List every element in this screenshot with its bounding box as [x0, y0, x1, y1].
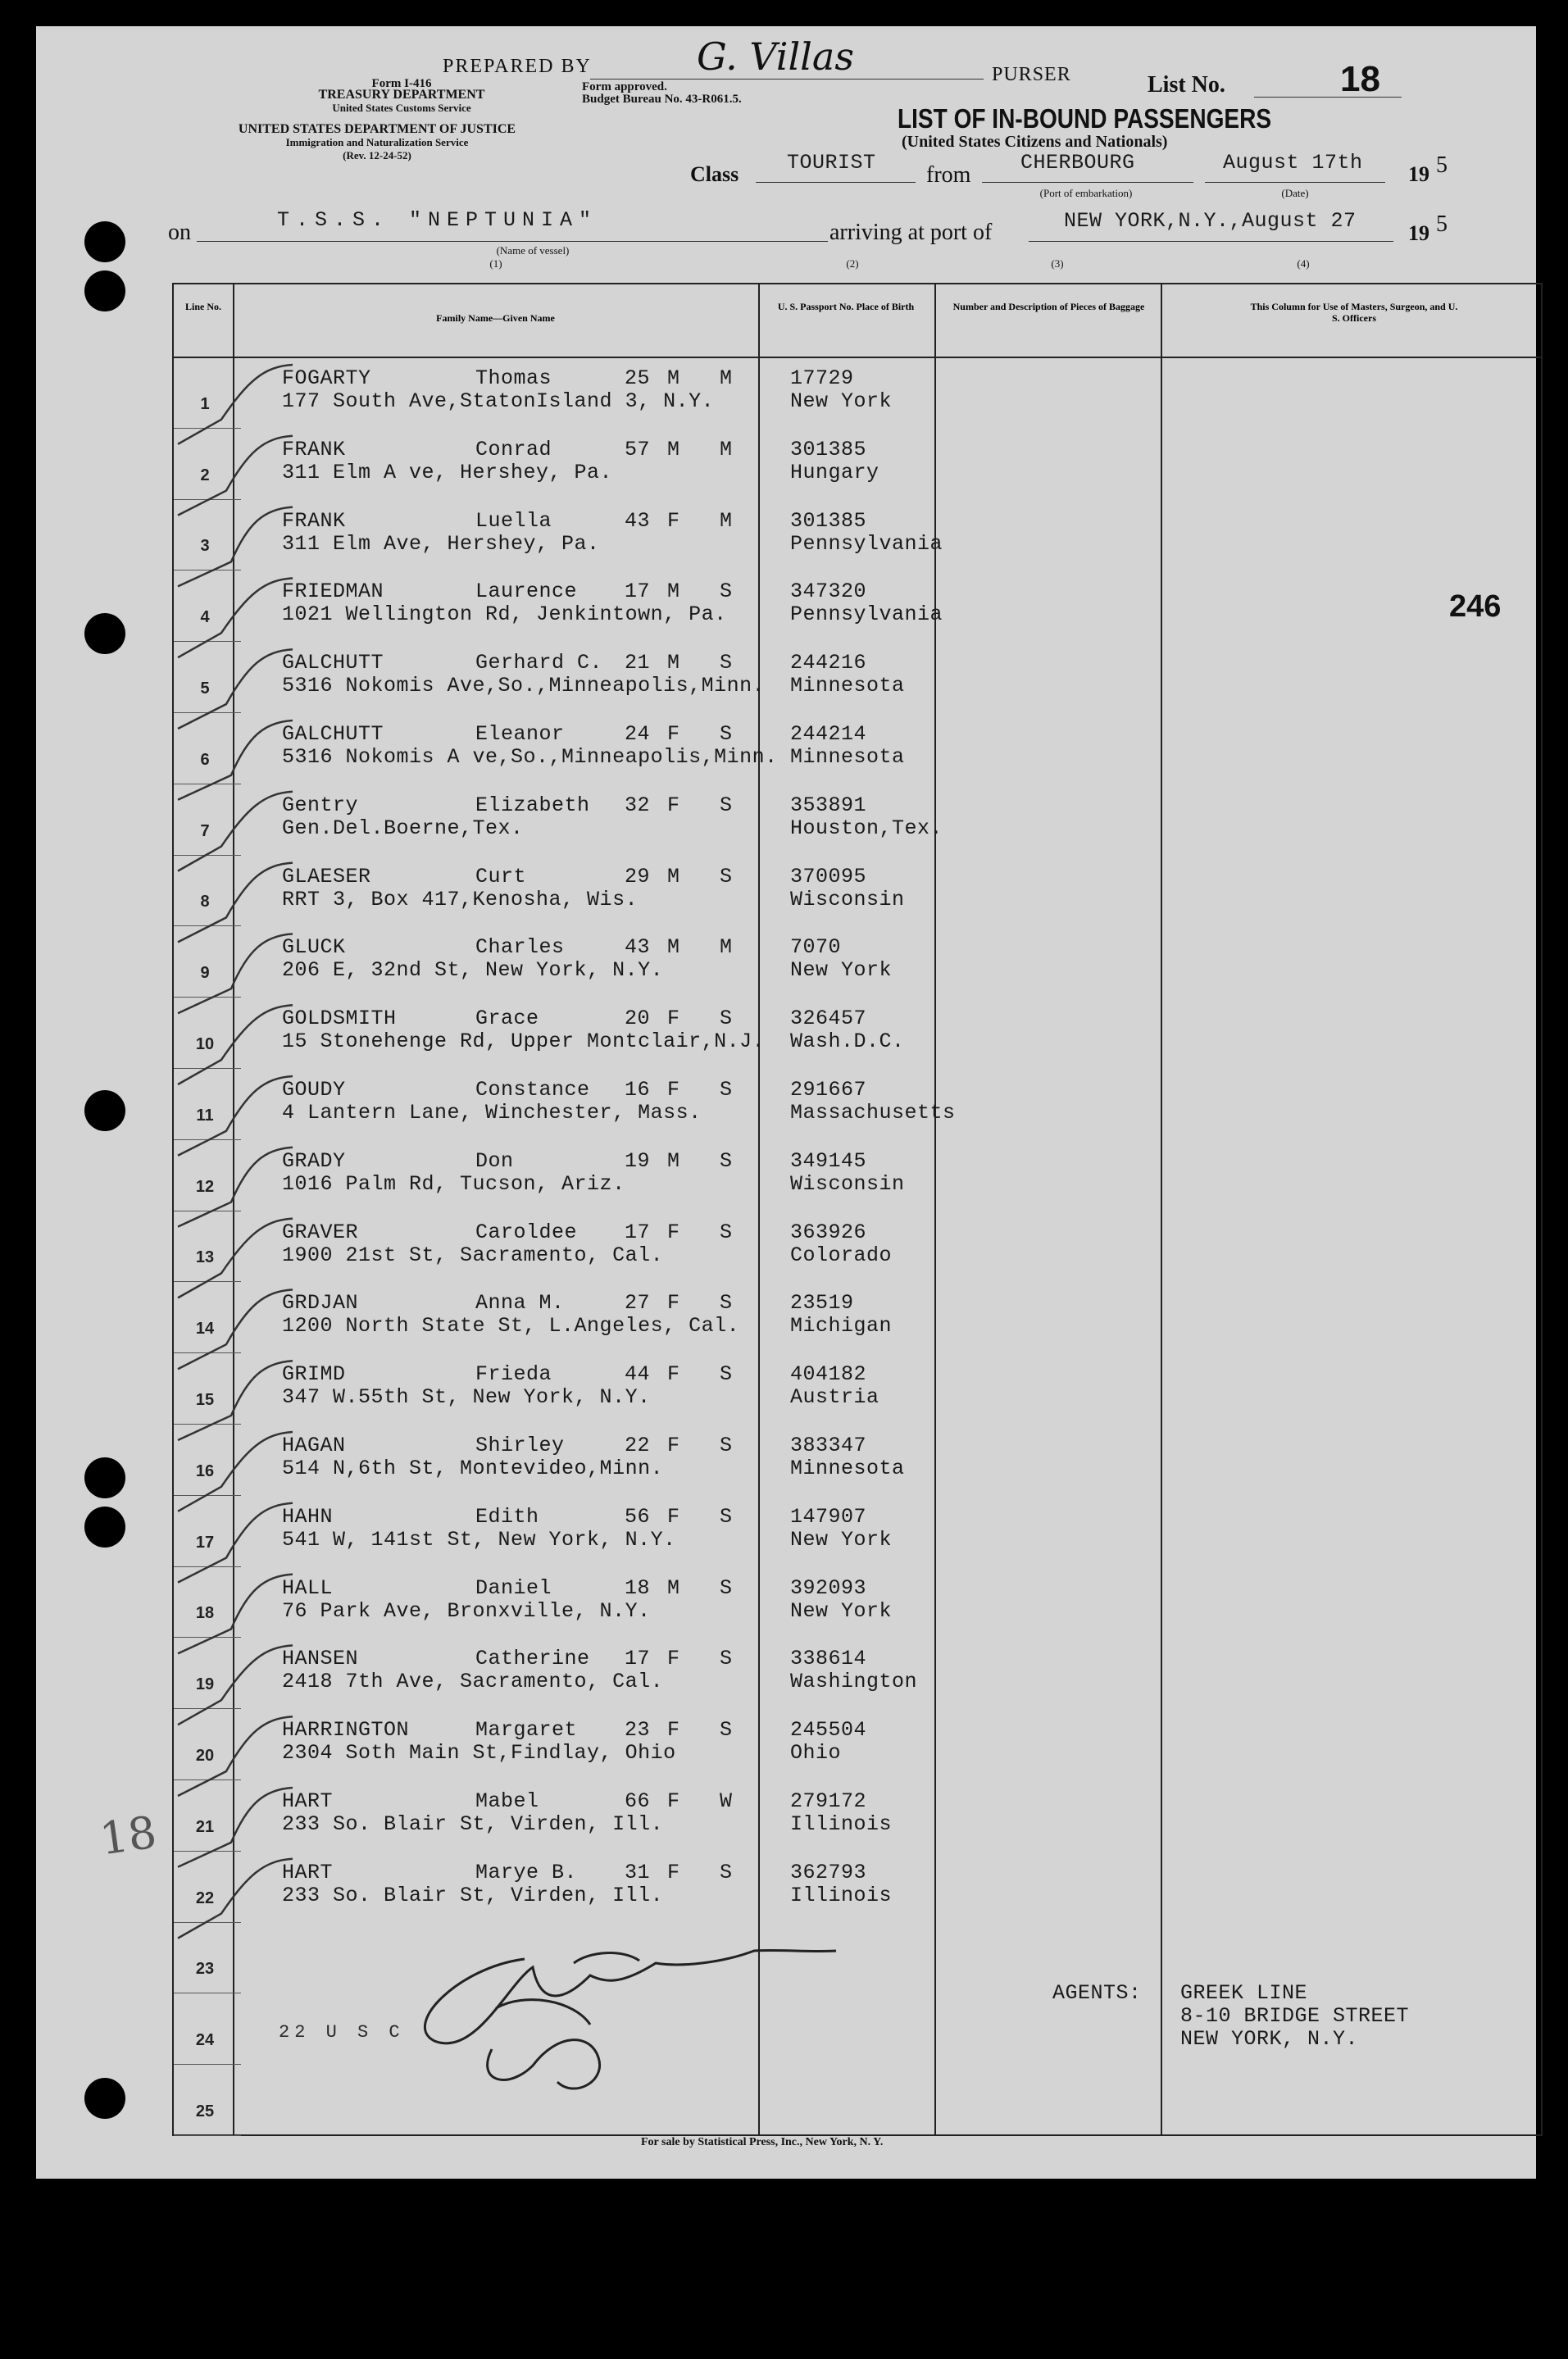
treasury-department: TREASURY DEPARTMENT	[318, 88, 485, 102]
family-name: GRIMD	[282, 1362, 346, 1387]
given-name: Mabel	[475, 1789, 539, 1813]
line-number: 1	[200, 394, 210, 413]
agents-label: AGENTS:	[1052, 1981, 1142, 2005]
line-number: 2	[200, 466, 210, 484]
passport-number: 347320	[790, 580, 867, 604]
line-number: 25	[195, 2102, 215, 2120]
from-port: CHERBOURG	[1020, 151, 1135, 175]
marital-status: S	[720, 1291, 733, 1316]
home-address: 1900 21st St, Sacramento, Cal.	[282, 1243, 664, 1267]
home-address: 2304 Soth Main St,Findlay, Ohio	[282, 1741, 676, 1766]
given-name: Charles	[475, 935, 565, 960]
date-line	[1205, 182, 1385, 183]
home-address: 514 N,6th St, Montevideo,Minn.	[282, 1457, 664, 1480]
sex: F	[667, 1220, 680, 1244]
home-address: 1016 Palm Rd, Tucson, Ariz.	[282, 1171, 625, 1196]
punch-hole	[84, 270, 125, 311]
family-name: GRADY	[282, 1148, 346, 1173]
justice-department: UNITED STATES DEPARTMENT OF JUSTICE	[238, 122, 516, 136]
passport-number: 383347	[790, 1434, 867, 1457]
on-label: on	[168, 220, 191, 245]
given-name: Edith	[475, 1504, 539, 1529]
family-name: GRDJAN	[282, 1291, 359, 1316]
age: 27	[625, 1291, 651, 1316]
sex: M	[667, 651, 680, 675]
passport-number: 7070	[790, 935, 842, 960]
passport-number: 353891	[790, 793, 867, 817]
arrival-year-suffix: 5	[1436, 211, 1448, 237]
marital-status: W	[720, 1789, 733, 1813]
home-address: 233 So. Blair St, Virden, Ill.	[282, 1812, 664, 1836]
age: 66	[625, 1789, 651, 1813]
place-of-birth: Colorado	[790, 1243, 893, 1267]
table-row	[174, 641, 1541, 712]
agents-line-3: NEW YORK, N.Y.	[1180, 2027, 1359, 2051]
given-name: Caroldee	[475, 1220, 578, 1244]
place-of-birth: Massachusetts	[790, 1101, 956, 1125]
punch-hole	[84, 1090, 125, 1131]
family-name: FRANK	[282, 508, 346, 533]
passport-number: 362793	[790, 1860, 867, 1884]
family-name: GLUCK	[282, 935, 346, 960]
home-address: 15 Stonehenge Rd, Upper Montclair,N.J.	[282, 1030, 766, 1054]
caption-4: (4)	[1297, 257, 1310, 270]
year-suffix: 5	[1436, 152, 1448, 178]
table-row	[174, 784, 1541, 855]
table-row	[174, 357, 1541, 428]
place-of-birth: New York	[790, 958, 893, 983]
line-number: 5	[200, 679, 210, 698]
line-number: 22	[195, 1889, 215, 1907]
place-of-birth: Hungary	[790, 460, 879, 484]
line-number: 10	[195, 1034, 215, 1053]
age: 17	[625, 580, 651, 604]
passport-number: 404182	[790, 1362, 867, 1387]
row-line-divider	[174, 2135, 241, 2136]
family-name: GOLDSMITH	[282, 1007, 397, 1031]
passport-number: 291667	[790, 1078, 867, 1102]
passport-number: 338614	[790, 1647, 867, 1671]
marital-status: M	[720, 508, 733, 533]
home-address: RRT 3, Box 417,Kenosha, Wis.	[282, 887, 639, 911]
family-name: Gentry	[282, 793, 359, 817]
given-name: Grace	[475, 1007, 539, 1031]
home-address: 4 Lantern Lane, Winchester, Mass.	[282, 1101, 702, 1125]
sex: F	[667, 1007, 680, 1031]
line-number: 12	[195, 1177, 215, 1196]
marital-status: S	[720, 864, 733, 889]
given-name: Don	[475, 1148, 514, 1173]
marital-status: S	[720, 651, 733, 675]
sex: F	[667, 722, 680, 746]
family-name: GALCHUTT	[282, 722, 384, 746]
revision-date: (Rev. 12-24-52)	[343, 149, 411, 161]
home-address: 347 W.55th St, New York, N.Y.	[282, 1385, 651, 1410]
passport-number: 279172	[790, 1789, 867, 1813]
table-row	[174, 1424, 1541, 1495]
given-name: Curt	[475, 864, 527, 889]
age: 24	[625, 722, 651, 746]
passport-number: 17729	[790, 366, 854, 390]
passport-number: 244214	[790, 722, 867, 746]
arrival-port: NEW YORK,N.Y.,August 27	[1064, 209, 1357, 233]
home-address: 5316 Nokomis Ave,So.,Minneapolis,Minn.	[282, 674, 766, 698]
home-address: 311 Elm Ave, Hershey, Pa.	[282, 531, 600, 556]
punch-hole	[84, 1457, 125, 1498]
agents-line-2: 8-10 BRIDGE STREET	[1180, 2004, 1410, 2028]
home-address: 2418 7th Ave, Sacramento, Cal.	[282, 1670, 664, 1694]
family-name: HART	[282, 1789, 334, 1813]
departure-date: August 17th	[1223, 151, 1363, 175]
sex: F	[667, 793, 680, 817]
family-name: FRIEDMAN	[282, 580, 384, 604]
from-label: from	[926, 162, 971, 188]
sex: M	[667, 935, 680, 960]
year-prefix: 19	[1408, 162, 1429, 186]
line-number: 21	[195, 1817, 215, 1836]
list-no-label: List No.	[1148, 72, 1225, 98]
place-of-birth: New York	[790, 1598, 893, 1623]
marital-status: S	[720, 1434, 733, 1457]
vessel-name: T.S.S. "NEPTUNIA"	[277, 208, 598, 232]
table-row	[174, 1281, 1541, 1352]
table-row	[174, 997, 1541, 1068]
line-number: 20	[195, 1746, 215, 1765]
marital-status: S	[720, 1575, 733, 1600]
age: 25	[625, 366, 651, 390]
marital-status: S	[720, 580, 733, 604]
given-name: Eleanor	[475, 722, 565, 746]
given-name: Shirley	[475, 1434, 565, 1457]
place-of-birth: Minnesota	[790, 674, 905, 698]
given-name: Thomas	[475, 366, 552, 390]
home-address: 5316 Nokomis A ve,So.,Minneapolis,Minn.	[282, 745, 778, 769]
given-name: Laurence	[475, 580, 578, 604]
caption-1: (1)	[489, 257, 502, 270]
table-row	[174, 1068, 1541, 1139]
family-name: HAGAN	[282, 1434, 346, 1457]
line-number: 16	[195, 1461, 215, 1480]
port-embark-caption: (Port of embarkation)	[1039, 187, 1133, 199]
place-of-birth: New York	[790, 1527, 893, 1552]
age: 29	[625, 864, 651, 889]
age: 17	[625, 1220, 651, 1244]
punch-hole	[84, 1507, 125, 1548]
marital-status: M	[720, 437, 733, 461]
agents-line-1: GREEK LINE	[1180, 1981, 1308, 2005]
arriving-label: arriving at port of	[829, 220, 993, 245]
sex: F	[667, 1078, 680, 1102]
passport-number: 392093	[790, 1575, 867, 1600]
age: 19	[625, 1148, 651, 1173]
age: 22	[625, 1434, 651, 1457]
arrival-line	[1029, 241, 1393, 242]
place-of-birth: Minnesota	[790, 745, 905, 769]
line-number: 23	[195, 1960, 215, 1979]
list-number: 18	[1340, 59, 1380, 99]
line-number: 7	[200, 821, 210, 840]
family-name: GRAVER	[282, 1220, 359, 1244]
family-name: HANSEN	[282, 1647, 359, 1671]
home-address: 76 Park Ave, Bronxville, N.Y.	[282, 1598, 651, 1623]
customs-service: United States Customs Service	[332, 102, 471, 114]
passport-number: 245504	[790, 1718, 867, 1743]
line-number: 18	[195, 1604, 215, 1623]
table-row	[174, 1495, 1541, 1566]
sex: F	[667, 1718, 680, 1743]
sex: F	[667, 508, 680, 533]
caption-2: (2)	[846, 257, 859, 270]
table-row	[174, 428, 1541, 499]
prepared-by-line	[590, 79, 984, 80]
punch-hole	[84, 613, 125, 654]
given-name: Gerhard C.	[475, 651, 603, 675]
sex: F	[667, 1789, 680, 1813]
prepared-by-signature: G. Villas	[697, 34, 854, 79]
footer-note: For sale by Statistical Press, Inc., New York, N. Y.	[641, 2136, 884, 2148]
class-line	[756, 182, 916, 183]
place-of-birth: New York	[790, 389, 893, 413]
given-name: Marye B.	[475, 1860, 578, 1884]
sex: F	[667, 1860, 680, 1884]
given-name: Frieda	[475, 1362, 552, 1387]
caption-3: (3)	[1051, 257, 1064, 270]
prepared-by-label: PREPARED BY	[443, 56, 592, 77]
family-name: HALL	[282, 1575, 334, 1600]
table-row	[174, 855, 1541, 926]
age: 43	[625, 935, 651, 960]
col-header-name: Family Name—Given Name	[436, 312, 555, 324]
line-number: 13	[195, 1248, 215, 1267]
place-of-birth: Pennsylvania	[790, 531, 943, 556]
line-number: 4	[200, 608, 210, 627]
usc-note: 22 U S C	[279, 2022, 405, 2043]
age: 44	[625, 1362, 651, 1387]
line-number: 14	[195, 1320, 215, 1339]
sex: F	[667, 1362, 680, 1387]
sex: M	[667, 864, 680, 889]
line-number: 19	[195, 1675, 215, 1694]
budget-bureau: Budget Bureau No. 43-R061.5.	[582, 93, 742, 106]
vessel-caption: (Name of vessel)	[496, 244, 570, 257]
table-row	[174, 1352, 1541, 1424]
table-row	[174, 1708, 1541, 1779]
class-label: Class	[690, 162, 739, 186]
date-caption: (Date)	[1281, 187, 1309, 199]
given-name: Catherine	[475, 1647, 590, 1671]
line-number: 15	[195, 1390, 215, 1409]
home-address: 177 South Ave,StatonIsland 3, N.Y.	[282, 389, 715, 413]
passport-number: 349145	[790, 1148, 867, 1173]
marital-status: M	[720, 935, 733, 960]
passport-number: 370095	[790, 864, 867, 889]
age: 20	[625, 1007, 651, 1031]
passport-number: 147907	[790, 1504, 867, 1529]
marital-status: S	[720, 1078, 733, 1102]
punch-hole	[84, 221, 125, 262]
given-name: Margaret	[475, 1718, 578, 1743]
line-number: 11	[196, 1106, 214, 1125]
line-number: 8	[200, 893, 210, 911]
marital-status: S	[720, 793, 733, 817]
place-of-birth: Michigan	[790, 1314, 893, 1339]
margin-note: 18	[96, 1806, 160, 1866]
sex: M	[667, 1575, 680, 1600]
form-number: Form I-416	[371, 77, 432, 90]
family-name: FOGARTY	[282, 366, 371, 390]
given-name: Constance	[475, 1078, 590, 1102]
line-number: 6	[200, 750, 210, 769]
punch-hole	[84, 2078, 125, 2119]
marital-status: S	[720, 1647, 733, 1671]
family-name: GALCHUTT	[282, 651, 384, 675]
marital-status: S	[720, 1220, 733, 1244]
place-of-birth: Houston,Tex.	[790, 816, 943, 840]
age: 17	[625, 1647, 651, 1671]
marital-status: S	[720, 1362, 733, 1387]
marital-status: S	[720, 1504, 733, 1529]
family-name: GLAESER	[282, 864, 371, 889]
arrival-year-prefix: 19	[1408, 221, 1429, 245]
age: 43	[625, 508, 651, 533]
sex: F	[667, 1647, 680, 1671]
marital-status: S	[720, 1148, 733, 1173]
marital-status: M	[720, 366, 733, 390]
sex: M	[667, 1148, 680, 1173]
home-address: 1021 Wellington Rd, Jenkintown, Pa.	[282, 602, 727, 627]
given-name: Elizabeth	[475, 793, 590, 817]
table-row	[174, 1851, 1541, 1922]
sex: F	[667, 1504, 680, 1529]
place-of-birth: Pennsylvania	[790, 602, 943, 627]
table-row	[174, 2064, 1541, 2135]
home-address: 1200 North State St, L.Angeles, Cal.	[282, 1314, 740, 1339]
col-header-baggage: Number and Description of Pieces of Baggage	[952, 301, 1145, 312]
line-number: 24	[195, 2031, 215, 2050]
table-row	[174, 925, 1541, 997]
age: 56	[625, 1504, 651, 1529]
place-of-birth: Minnesota	[790, 1457, 905, 1480]
line-number: 3	[200, 537, 210, 556]
place-of-birth: Ohio	[790, 1741, 842, 1766]
from-line	[982, 182, 1193, 183]
place-of-birth: Illinois	[790, 1883, 893, 1907]
table-row	[174, 1637, 1541, 1708]
given-name: Anna M.	[475, 1291, 565, 1316]
family-name: HARRINGTON	[282, 1718, 410, 1743]
passport-number: 244216	[790, 651, 867, 675]
home-address: 541 W, 141st St, New York, N.Y.	[282, 1527, 676, 1552]
family-name: HART	[282, 1860, 334, 1884]
table-row	[174, 570, 1541, 641]
page-title: LIST OF IN-BOUND PASSENGERS	[898, 103, 1272, 134]
given-name: Conrad	[475, 437, 552, 461]
passport-number: 301385	[790, 508, 867, 533]
marital-status: S	[720, 1718, 733, 1743]
table-row	[174, 1566, 1541, 1638]
given-name: Luella	[475, 508, 552, 533]
age: 32	[625, 793, 651, 817]
age: 31	[625, 1860, 651, 1884]
place-of-birth: Wisconsin	[790, 1171, 905, 1196]
line-number: 9	[200, 964, 210, 983]
age: 57	[625, 437, 651, 461]
home-address: Gen.Del.Boerne,Tex.	[282, 816, 524, 840]
passport-number: 301385	[790, 437, 867, 461]
place-of-birth: Washington	[790, 1670, 918, 1694]
marital-status: S	[720, 1007, 733, 1031]
age: 16	[625, 1078, 651, 1102]
table-row	[174, 1139, 1541, 1211]
passport-number: 326457	[790, 1007, 867, 1031]
age: 23	[625, 1718, 651, 1743]
sex: M	[667, 580, 680, 604]
table-row	[174, 712, 1541, 784]
sex: F	[667, 1434, 680, 1457]
passenger-table	[172, 283, 1543, 2136]
place-of-birth: Wisconsin	[790, 887, 905, 911]
col-header-officers: This Column for Use of Masters, Surgeon, and U. S. Officers	[1250, 301, 1458, 324]
sex: M	[667, 366, 680, 390]
line-number: 17	[195, 1533, 215, 1552]
family-name: HAHN	[282, 1504, 334, 1529]
home-address: 311 Elm A ve, Hershey, Pa.	[282, 460, 613, 484]
given-name: Daniel	[475, 1575, 552, 1600]
table-row	[174, 1779, 1541, 1851]
marital-status: S	[720, 1860, 733, 1884]
age: 21	[625, 651, 651, 675]
purser-label: PURSER	[992, 64, 1071, 85]
place-of-birth: Austria	[790, 1385, 879, 1410]
sex: F	[667, 1291, 680, 1316]
family-name: FRANK	[282, 437, 346, 461]
table-row	[174, 1922, 1541, 1993]
col-header-passport: U. S. Passport No. Place of Birth	[777, 301, 915, 312]
age: 18	[625, 1575, 651, 1600]
home-address: 233 So. Blair St, Virden, Ill.	[282, 1883, 664, 1907]
place-of-birth: Wash.D.C.	[790, 1030, 905, 1054]
col-header-line-no: Line No.	[184, 301, 221, 312]
class-value: TOURIST	[787, 151, 876, 175]
immigration-service: Immigration and Naturalization Service	[285, 136, 469, 148]
home-address: 206 E, 32nd St, New York, N.Y.	[282, 958, 664, 983]
passport-number: 363926	[790, 1220, 867, 1244]
page-subtitle: (United States Citizens and Nationals)	[902, 133, 1168, 151]
passport-number: 23519	[790, 1291, 854, 1316]
marital-status: S	[720, 722, 733, 746]
table-row	[174, 1211, 1541, 1282]
table-row	[174, 499, 1541, 570]
sex: M	[667, 437, 680, 461]
officers-note: 246	[1449, 589, 1502, 624]
form-approved: Form approved.	[582, 80, 667, 93]
family-name: GOUDY	[282, 1078, 346, 1102]
place-of-birth: Illinois	[790, 1812, 893, 1836]
vessel-line	[197, 241, 828, 242]
